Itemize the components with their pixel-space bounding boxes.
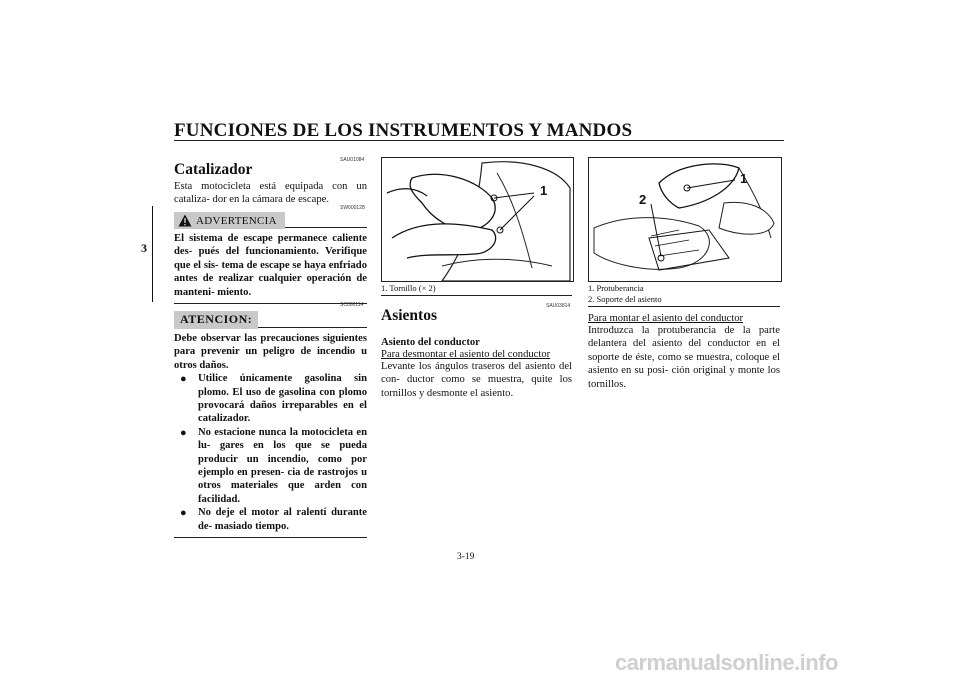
- attention-code: SC000114: [340, 302, 364, 308]
- section-heading-asientos: Asientos: [381, 307, 437, 324]
- attention-bullet-list: [174, 372, 367, 533]
- watermark: carmanualsonline.info: [615, 650, 838, 675]
- figure-callout-2: 2: [639, 192, 647, 207]
- figure-seat-removal: [381, 157, 574, 282]
- attention-intro: Debe observar las precauciones siguientes para prevenir un peligro de incendio u otros daños.: [174, 333, 367, 371]
- page-number: 3-19: [457, 552, 475, 562]
- caption-rule-col2: [381, 295, 572, 296]
- subheading-remove-seat: Para desmontar el asiento del conductor: [381, 349, 551, 360]
- figure-seat-install: [588, 157, 782, 282]
- list-item: ● Utilice únicamente gasolina sin plomo. El uso de gasolina con plomo provocará daños irreparables en el catalizador.: [180, 373, 367, 425]
- figure-caption-screws: 1. Tornillo (× 2): [381, 283, 436, 293]
- list-item: ● No estacione nunca la motocicleta en lu- gares en los que se pueda producir un incendio, como por ejemplo en presen- cia de rastrojos u otros materiales que arden con facilidad.: [180, 426, 367, 505]
- catalizador-intro: Esta motocicleta está equipada con un cataliza- dor en la cámara de escape.: [174, 181, 367, 206]
- figure-caption-protrusion: 1. Protuberancia: [588, 283, 644, 293]
- seat-removal-illustration: [382, 158, 573, 281]
- attention-block: [174, 311, 367, 538]
- list-item: ● No deje el motor al ralentí durante de- masiado tiempo.: [180, 507, 367, 532]
- install-seat-text: Introduzca la protuberancia de la parte delantera del asiento del conductor en el soporte de éste, como se muestra, coloque el asiento en su posi- ción original y monte los tornillos.: [588, 325, 780, 390]
- bullet-icon: ●: [180, 507, 187, 520]
- chapter-tab-bar: [152, 206, 153, 302]
- figure-callout-1: 1: [740, 171, 748, 186]
- figure-caption-holder: 2. Soporte del asiento: [588, 294, 662, 304]
- seat-install-illustration: [589, 158, 781, 281]
- warning-label: ADVERTENCIA: [196, 214, 277, 227]
- bullet-icon: ●: [180, 426, 187, 439]
- warning-block: [174, 212, 367, 304]
- subheading-install-seat: Para montar el asiento del conductor: [588, 313, 744, 324]
- figure-callout-1: 1: [540, 183, 548, 198]
- caption-rule-col3: [588, 306, 780, 307]
- subheading-driver-seat: Asiento del conductor: [381, 337, 480, 348]
- header-rule: [174, 140, 784, 141]
- section-heading-catalizador: Catalizador: [174, 161, 253, 178]
- bullet-icon: ●: [180, 373, 187, 386]
- warning-label-box: [174, 212, 285, 229]
- warning-triangle-icon: [178, 214, 192, 227]
- warning-code: SW000128: [340, 205, 365, 211]
- page-header-title: FUNCIONES DE LOS INSTRUMENTOS Y MANDOS: [174, 120, 633, 141]
- section-code-1: SAU01084: [340, 157, 365, 163]
- attention-end-rule: [174, 537, 367, 538]
- attention-label: ATENCION:: [174, 311, 258, 329]
- chapter-tab: 3: [141, 241, 147, 255]
- warning-text: El sistema de escape permanece caliente des- pués del funcionamiento. Verifique que el sis- tema de escape se haya enfriado antes de realizar cualquier operación de manteni- miento.: [174, 233, 367, 298]
- warning-end-rule: [174, 303, 367, 304]
- remove-seat-text: Levante los ángulos traseros del asiento del con- ductor como se muestra, quite los tornillos y desmonte el asiento.: [381, 361, 572, 399]
- section-code-asientos: SAU03814: [546, 303, 571, 309]
